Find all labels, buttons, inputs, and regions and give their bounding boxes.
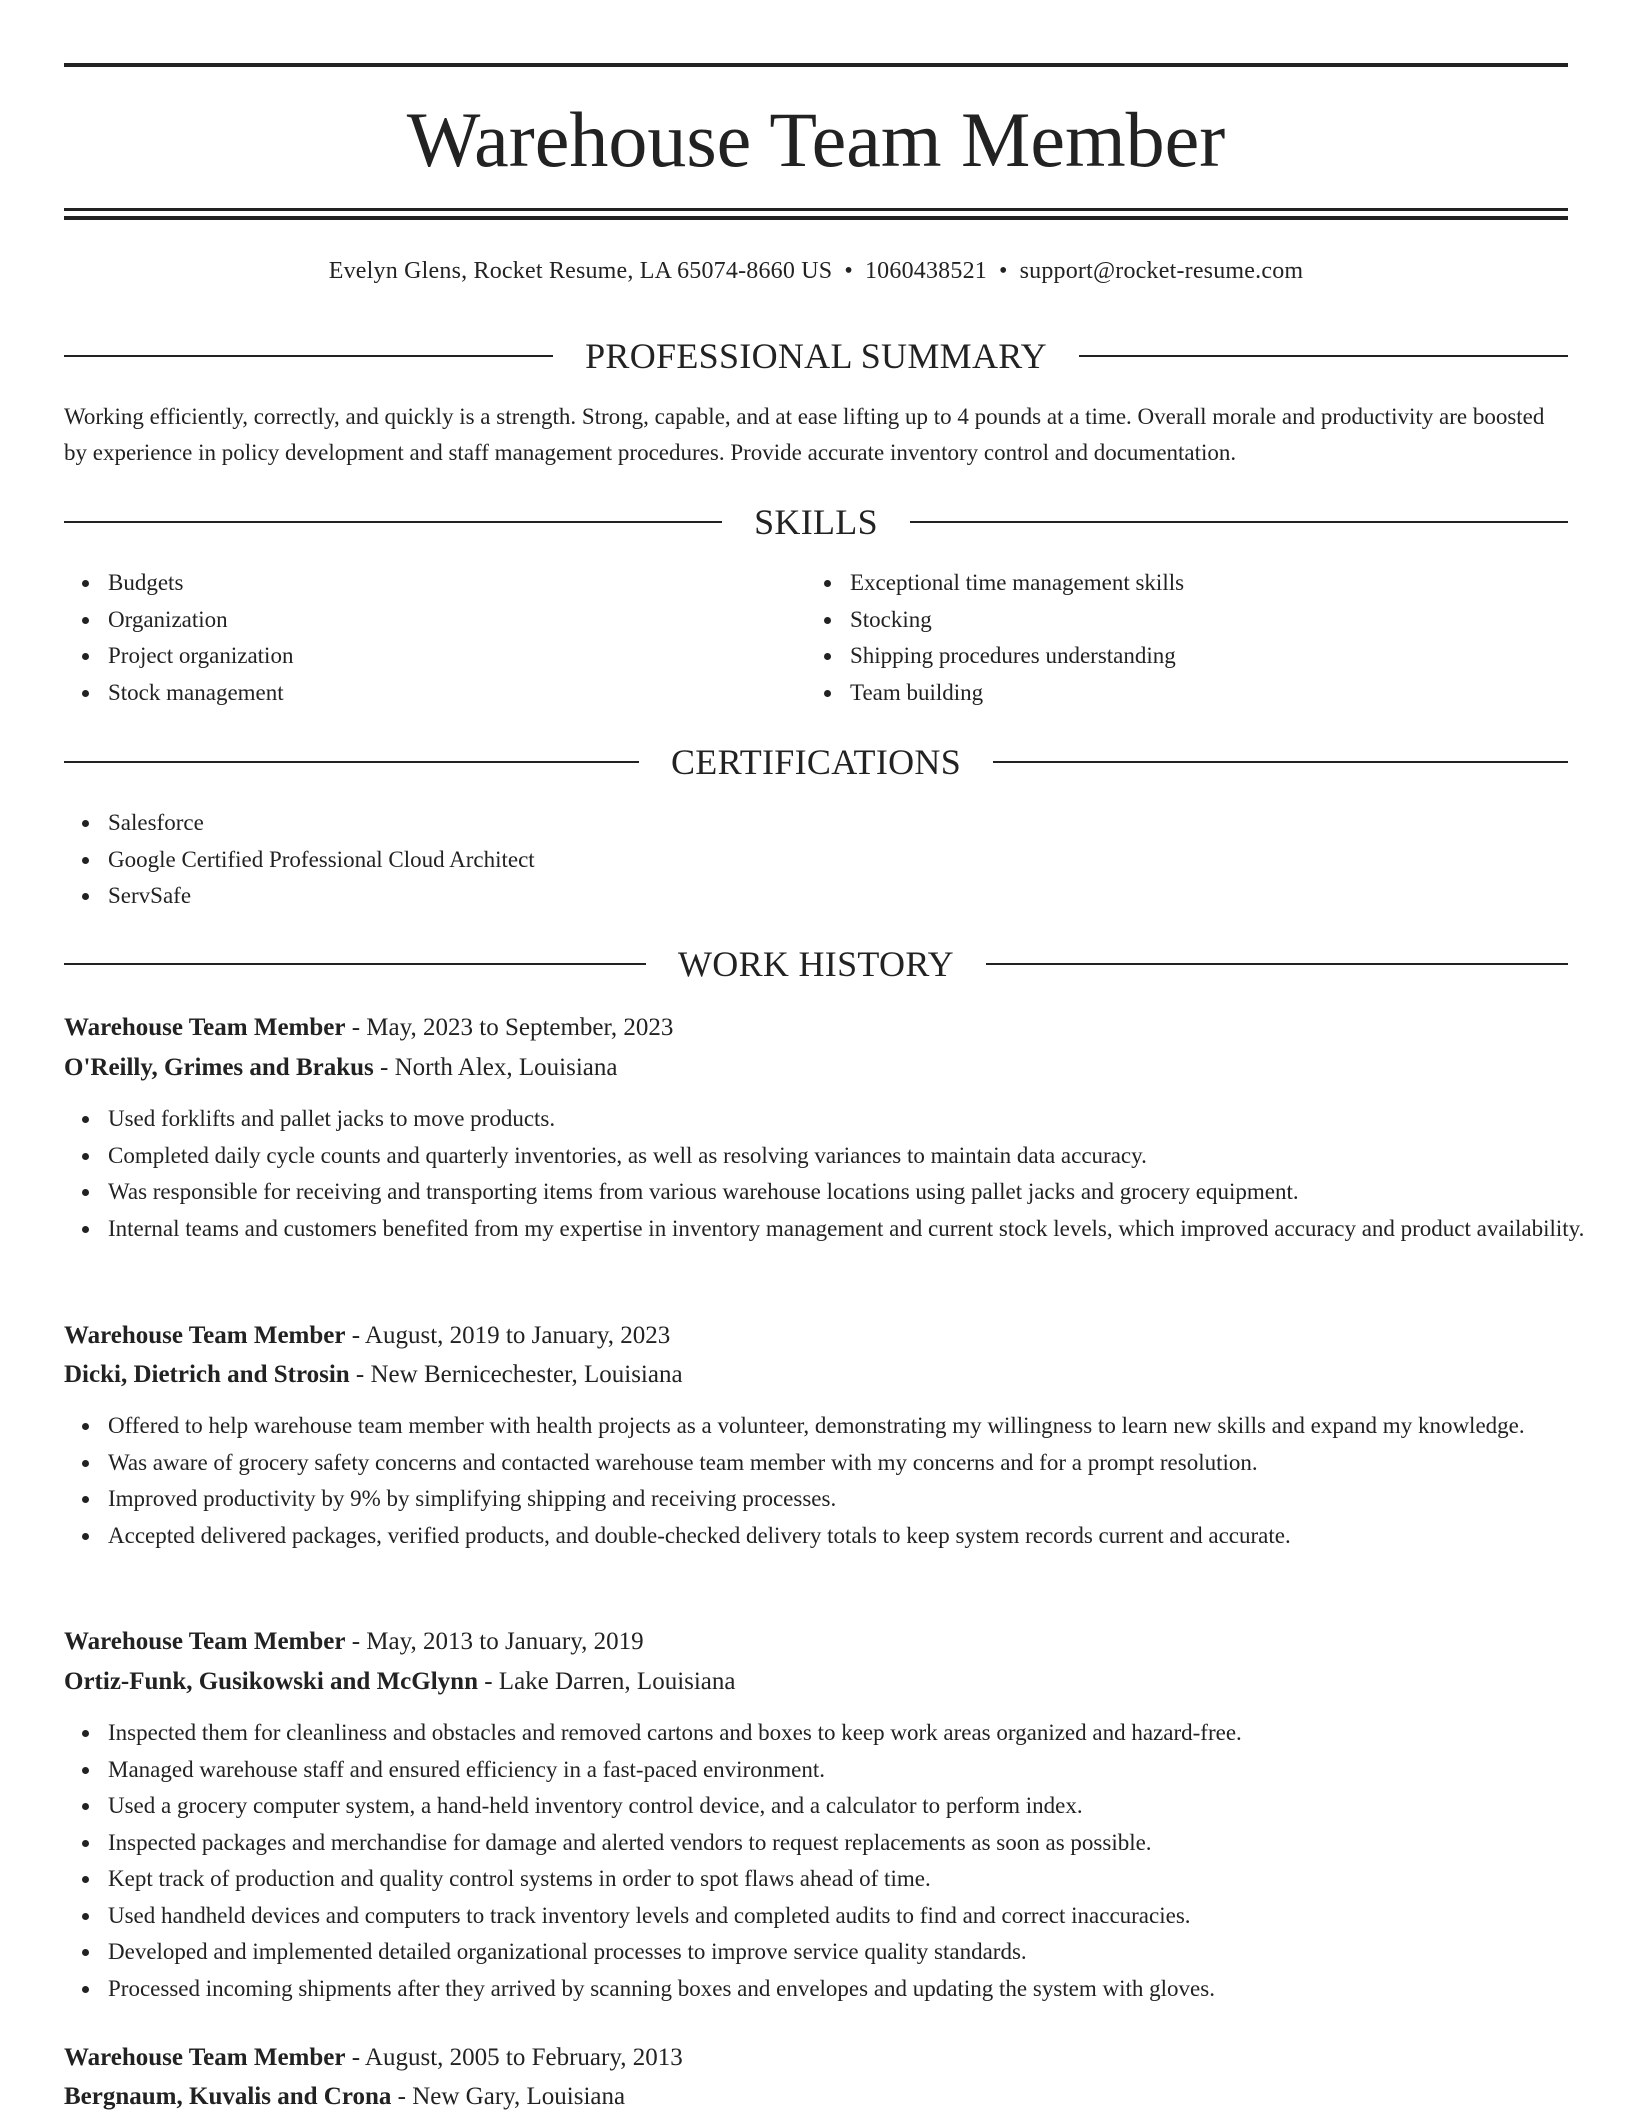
contact-address: Evelyn Glens, Rocket Resume, LA 65074-8660 US [328, 258, 833, 284]
job-bullets [64, 1408, 1612, 1554]
contact-line [64, 254, 1568, 288]
header-top-rule [64, 63, 1568, 67]
job-title: Warehouse Team Member [64, 1628, 346, 1655]
certification-item: ServSafe [108, 878, 1608, 915]
section-rule-right [986, 963, 1568, 965]
skill-item: Stock management [108, 675, 808, 712]
contact-separator: • [844, 258, 853, 284]
job-bullet: Managed warehouse staff and ensured efficiency in a fast-paced environment. [108, 1752, 1612, 1789]
job-company-line [64, 2077, 1568, 2117]
job-title: Warehouse Team Member [64, 1014, 346, 1041]
job-dates: - May, 2023 to September, 2023 [345, 1014, 674, 1041]
job-bullet: Inspected them for cleanliness and obstacles and removed cartons and boxes to keep work areas organized and hazard-free. [108, 1715, 1612, 1752]
job-bullet: Used a grocery computer system, a hand-held inventory control device, and a calculator to perform index. [108, 1788, 1612, 1825]
skill-item: Budgets [108, 565, 808, 602]
summary-heading: PROFESSIONAL SUMMARY [585, 336, 1047, 376]
job-bullet: Kept track of production and quality control systems in order to spot flaws ahead of time. [108, 1861, 1612, 1898]
job-bullet: Used handheld devices and computers to track inventory levels and completed audits to find and correct inaccuracies. [108, 1898, 1612, 1935]
job-bullets [64, 1715, 1612, 2007]
job-company: Bergnaum, Kuvalis and Crona [64, 2083, 392, 2110]
section-rule-left [64, 521, 722, 523]
certification-item: Google Certified Professional Cloud Architect [108, 842, 1608, 879]
work-history-heading: WORK HISTORY [678, 944, 954, 984]
job-location: - North Alex, Louisiana [373, 1054, 618, 1081]
job-company-line [64, 1355, 1568, 1395]
job-bullet: Improved productivity by 9% by simplifying shipping and receiving processes. [108, 1481, 1612, 1518]
job-dates: - May, 2013 to January, 2019 [345, 1628, 644, 1655]
job-bullet: Accepted delivered packages, verified products, and double-checked delivery totals to keep system records current and accurate. [108, 1518, 1612, 1555]
job-location: - New Bernicechester, Louisiana [349, 1361, 683, 1388]
job-title: Warehouse Team Member [64, 1322, 346, 1349]
job-title-line [64, 1008, 1568, 1048]
section-rule-right [910, 521, 1568, 523]
job-title-line [64, 1622, 1568, 1662]
skill-item: Shipping procedures understanding [850, 638, 1610, 675]
job-dates: - August, 2019 to January, 2023 [345, 1322, 671, 1349]
section-rule-right [1079, 355, 1568, 357]
job-bullets [64, 1101, 1612, 1247]
job-location: - New Gary, Louisiana [391, 2083, 626, 2110]
job-company-line [64, 1048, 1568, 1088]
job-location: - Lake Darren, Louisiana [477, 1668, 736, 1695]
skill-item: Exceptional time management skills [850, 565, 1610, 602]
job-company-line [64, 1662, 1568, 1702]
job-bullet: Processed incoming shipments after they arrived by scanning boxes and envelopes and updating the system with gloves. [108, 1971, 1612, 2008]
job-bullet: Developed and implemented detailed organizational processes to improve service quality standards. [108, 1934, 1612, 1971]
job-dates: - August, 2005 to February, 2013 [345, 2044, 683, 2071]
section-rule-left [64, 355, 553, 357]
certifications-heading: CERTIFICATIONS [670, 742, 962, 782]
job-bullet: Inspected packages and merchandise for damage and alerted vendors to request replacements as soon as possible. [108, 1825, 1612, 1862]
contact-phone: 1060438521 [864, 258, 987, 284]
contact-separator: • [998, 258, 1008, 284]
work-history-section-header [64, 942, 1568, 986]
skill-item: Stocking [850, 602, 1610, 639]
job-bullet: Completed daily cycle counts and quarterly inventories, as well as resolving variances to maintain data accuracy. [108, 1138, 1612, 1175]
job-title-line [64, 1316, 1568, 1356]
job-bullet: Internal teams and customers benefited from my expertise in inventory management and current stock levels, which improved accuracy and product availability. [108, 1211, 1612, 1248]
skills-list-right [806, 565, 1610, 711]
skills-list-left [64, 565, 808, 711]
summary-section-header [64, 334, 1568, 378]
contact-email: support@rocket-resume.com [1019, 258, 1304, 284]
job-bullet: Used forklifts and pallet jacks to move products. [108, 1101, 1612, 1138]
job-company: O'Reilly, Grimes and Brakus [64, 1054, 374, 1081]
job-title: Warehouse Team Member [64, 2044, 346, 2071]
section-rule-right [993, 761, 1568, 763]
section-rule-left [64, 963, 646, 965]
certifications-section-header [64, 740, 1568, 784]
skill-item: Project organization [108, 638, 808, 675]
resume-title: Warehouse Team Member [406, 96, 1226, 183]
section-rule-left [64, 761, 639, 763]
job-company: Dicki, Dietrich and Strosin [64, 1361, 350, 1388]
certifications-list [64, 805, 1608, 915]
job-title-line [64, 2038, 1568, 2078]
summary-text: Working efficiently, correctly, and quickly is a strength. Strong, capable, and at ease lifting up to 4 pounds at a time. Overall morale and productivity are boosted by experience in policy development and staff management procedures. Provide accurate inventory control and documentation. [64, 404, 1545, 465]
job-company: Ortiz-Funk, Gusikowski and McGlynn [64, 1668, 478, 1695]
skills-heading: SKILLS [754, 502, 878, 542]
skill-item: Organization [108, 602, 808, 639]
skill-item: Team building [850, 675, 1610, 712]
header-double-rule [64, 208, 1568, 220]
job-bullet: Was aware of grocery safety concerns and contacted warehouse team member with my concerns and for a prompt resolution. [108, 1445, 1612, 1482]
certification-item: Salesforce [108, 805, 1608, 842]
job-bullet: Was responsible for receiving and transporting items from various warehouse locations using pallet jacks and grocery equipment. [108, 1174, 1612, 1211]
skills-section-header [64, 500, 1568, 544]
job-bullet: Offered to help warehouse team member with health projects as a volunteer, demonstrating my willingness to learn new skills and expand my knowledge. [108, 1408, 1612, 1445]
